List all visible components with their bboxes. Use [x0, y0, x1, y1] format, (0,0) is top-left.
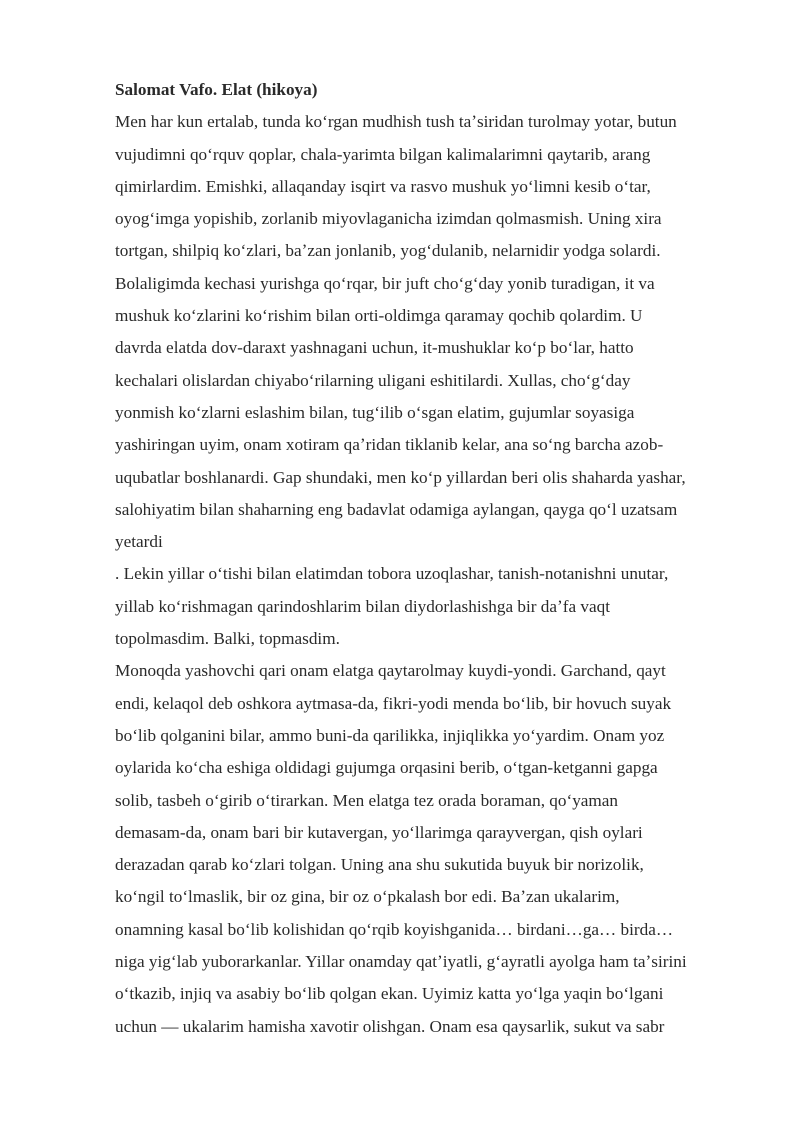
text-line: boʻlib qolganini bilar, ammo buni-da qarilikka, injiqlikka yoʻyardim. Onam yoz [115, 725, 665, 745]
document-title: Salomat Vafo. Elat (hikoya) [115, 80, 318, 99]
text-line: demasam-da, onam bari bir kutavergan, yoʻllarimga qarayvergan, qish oylari [115, 822, 643, 842]
text-line: yetardi [115, 532, 163, 552]
text-line: kechalari olislardan chiyaboʻrilarning uligani eshitilardi. Xullas, choʻgʻday [115, 370, 631, 390]
text-line: Monoqda yashovchi qari onam elatga qaytarolmay kuydi-yondi. Garchand, qayt [115, 661, 666, 681]
text-line: topolmasdim. Balki, topmasdim. [115, 629, 340, 649]
text-line: onamning kasal boʻlib kolishidan qoʻrqib koyishganida… birdani…ga… birda… [115, 919, 674, 939]
text-line: Men har kun ertalab, tunda koʻrgan mudhish tush taʼsiridan turolmay yotar, butun [115, 112, 677, 132]
text-line: derazadan qarab koʻzlari tolgan. Uning ana shu sukutida buyuk bir norizolik, [115, 855, 644, 875]
text-line: yillab koʻrishmagan qarindoshlarim bilan diydorlashishga bir daʼfa vaqt [115, 596, 610, 616]
text-line: endi, kelaqol deb oshkora aytmasa-da, fikri-yodi menda boʻlib, bir hovuch suyak [115, 693, 672, 713]
document-page [115, 74, 745, 1043]
text-line: koʻngil toʻlmaslik, bir oz gina, bir oz oʻpkalash bor edi. Baʼzan ukalarim, [115, 887, 620, 907]
text-line: . Lekin yillar oʻtishi bilan elatimdan tobora uzoqlashar, tanish-notanishni unutar, [115, 564, 669, 584]
text-line: tortgan, shilpiq koʻzlari, baʼzan jonlanib, yogʻdulanib, nelarnidir yodga solardi. [115, 241, 661, 261]
text-line: davrda elatda dov-daraxt yashnagani uchun, it-mushuklar koʻp boʻlar, hatto [115, 338, 634, 358]
text-line: yonmish koʻzlarni eslashim bilan, tugʻilib oʻsgan elatim, gujumlar soyasiga [115, 402, 635, 422]
text-line: solib, tasbeh oʻgirib oʻtirarkan. Men elatga tez orada boraman, qoʻyaman [115, 790, 619, 810]
document-body [115, 106, 745, 1043]
text-line: salohiyatim bilan shaharning eng badavlat odamiga aylangan, qayga qoʻl uzatsam [115, 499, 678, 519]
text-line: oyogʻimga yopishib, zorlanib miyovlaganicha izimdan qolmasmish. Uning xira [115, 209, 662, 229]
text-line: yashiringan uyim, onam xotiram qaʼridan tiklanib kelar, ana soʻng barcha azob- [115, 435, 664, 455]
text-line: oʻtkazib, injiq va asabiy boʻlib qolgan ekan. Uyimiz katta yoʻlga yaqin boʻlgani [115, 984, 664, 1004]
text-line: vujudimni qoʻrquv qoplar, chala-yarimta bilgan kalimalarimni qaytarib, arang [115, 144, 651, 164]
text-line: niga yigʻlab yuborarkanlar. Yillar onamday qatʼiyatli, gʻayratli ayolga ham taʼsirini [115, 952, 687, 972]
text-line: uqubatlar boshlanardi. Gap shundaki, men koʻp yillardan beri olis shaharda yashar, [115, 467, 686, 487]
text-line: qimirlardim. Emishki, allaqanday isqirt va rasvo mushuk yoʻlimni kesib oʻtar, [115, 176, 651, 196]
text-line: mushuk koʻzlarini koʻrishim bilan orti-oldimga qaramay qochib qolardim. U [115, 306, 643, 326]
text-line: uchun — ukalarim hamisha xavotir olishgan. Onam esa qaysarlik, sukut va sabr [115, 1016, 665, 1036]
text-line: oylarida koʻcha eshiga oldidagi gujumga orqasini berib, oʻtgan-ketganni gapga [115, 758, 658, 778]
text-line: Bolaligimda kechasi yurishga qoʻrqar, bir juft choʻgʻday yonib turadigan, it va [115, 273, 655, 293]
